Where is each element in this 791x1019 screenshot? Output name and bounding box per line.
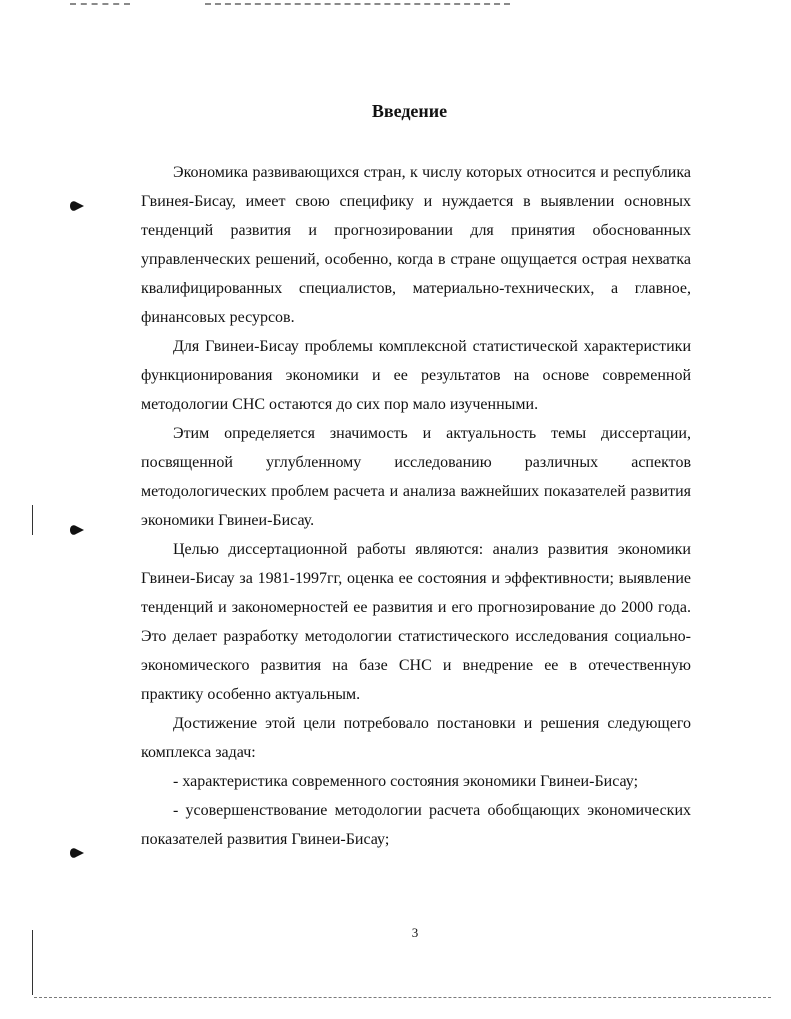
list-item: - усовершенствование методологии расчета обобщающих экономических показателей развития Гвинеи-Бисау; bbox=[141, 802, 691, 848]
scan-edge-left-lower bbox=[32, 930, 33, 995]
paragraph: Целью диссертационной работы являются: анализ развития экономики Гвинеи-Бисау за 1981-1997гг, оценка ее состояния и эффективности; выявление тенденций и закономерностей ее развития и его прогнозирование до 2000 года. Это делает разработку методологии статистического исследования социально-экономического развития на базе СНС и внедрение ее в отечественную практику особенно актуальным. bbox=[141, 541, 691, 703]
paragraph: Достижение этой цели потребовало постановки и решения следующего комплекса задач: bbox=[141, 715, 691, 761]
scan-edge-left-upper bbox=[32, 505, 33, 535]
scan-edge-top bbox=[205, 3, 510, 5]
scan-edge-bottom bbox=[34, 997, 771, 998]
binding-hole-mark-icon bbox=[68, 199, 86, 213]
document-title: Введение bbox=[371, 101, 448, 121]
list-item: - характеристика современного состояния экономики Гвинеи-Бисау; bbox=[173, 773, 639, 790]
binding-hole-mark-icon bbox=[68, 846, 86, 860]
paragraph: Этим определяется значимость и актуальность темы диссертации, посвященной углубленному исследованию различных аспектов методологических проблем расчета и анализа важнейших показателей развития экономики Гвинеи-Бисау. bbox=[141, 425, 691, 529]
binding-hole-mark-icon bbox=[68, 523, 86, 537]
page-number: 3 bbox=[411, 925, 419, 940]
scan-edge-top-left bbox=[70, 3, 130, 5]
document-body bbox=[141, 158, 691, 854]
paragraph: Для Гвинеи-Бисау проблемы комплексной статистической характеристики функционирования экономики и ее результатов на основе современной методологии СНС остаются до сих пор мало изученными. bbox=[141, 338, 691, 413]
paragraph: Экономика развивающихся стран, к числу которых относится и республика Гвинея-Бисау, имеет свою специфику и нуждается в выявлении основных тенденций развития и прогнозировании для принятия обоснованных управленческих решений, особенно, когда в стране ощущается острая нехватка квалифицированных специалистов, материально-технических, а главное, финансовых ресурсов. bbox=[141, 164, 691, 326]
